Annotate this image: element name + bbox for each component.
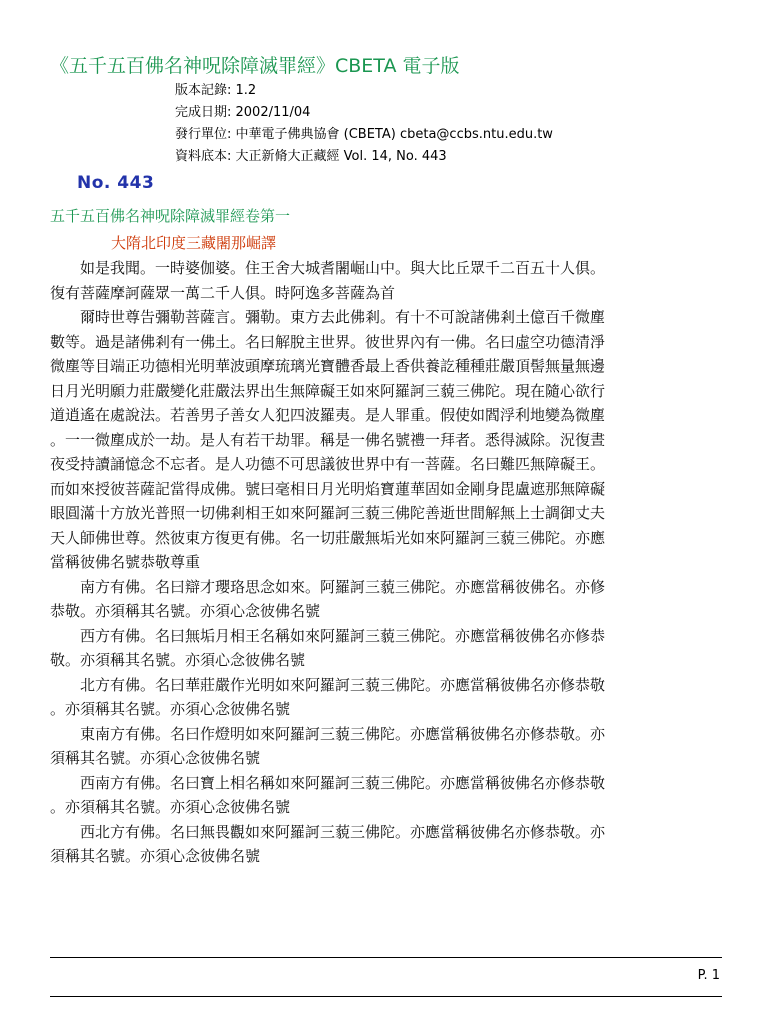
meta-value: 中華電子佛典協會 (CBETA) cbeta@ccbs.ntu.edu.tw	[235, 127, 553, 142]
text-line: 須稱其名號。亦須心念彼佛名號	[50, 847, 261, 865]
text-line: 爾時世尊告彌勒菩薩言。彌勒。東方去此佛剎。有十不可說諸佛剎土億百千微塵	[50, 308, 606, 326]
text-line: 當稱彼佛名號恭敬尊重	[50, 553, 201, 571]
meta-publisher	[175, 123, 553, 142]
text-line: 須稱其名號。亦須心念彼佛名號	[50, 749, 261, 767]
text-line: 北方有佛。名曰華莊嚴作光明如來阿羅訶三藐三佛陀。亦應當稱彼佛名亦修恭敬	[50, 675, 606, 694]
meta-value: 大正新脩大正藏經 Vol. 14, No. 443	[235, 149, 447, 164]
text-line: 天人師佛世尊。然彼東方復更有佛。名一切莊嚴無垢光如來阿羅訶三藐三佛陀。亦應	[50, 528, 606, 547]
meta-label: 版本記錄:	[175, 83, 236, 98]
footer-rule-bottom	[50, 996, 722, 997]
text-line: 。亦須稱其名號。亦須心念彼佛名號	[50, 700, 291, 718]
doc-number: No. 443	[77, 173, 155, 193]
text-line: 而如來授彼菩薩記當得成佛。號曰毫相日月光明焰寶蓮華固如金剛身毘盧遮那無障礙	[50, 479, 606, 498]
translator-line: 大隋北印度三藏闍那崛譯	[111, 234, 277, 252]
text-line: 西北方有佛。名曰無畏觀如來阿羅訶三藐三佛陀。亦應當稱彼佛名亦修恭敬。亦	[50, 822, 606, 841]
text-line: 東南方有佛。名曰作燈明如來阿羅訶三藐三佛陀。亦應當稱彼佛名亦修恭敬。亦	[50, 724, 606, 743]
meta-label: 資料底本:	[175, 149, 236, 164]
text-line: 西南方有佛。名曰寶上相名稱如來阿羅訶三藐三佛陀。亦應當稱彼佛名亦修恭敬	[50, 773, 606, 792]
text-line: 。一一微塵成於一劫。是人有若干劫罪。稱是一佛名號禮一拜者。悉得滅除。況復晝	[50, 430, 606, 449]
text-line: 復有菩薩摩訶薩眾一萬二千人俱。時阿逸多菩薩為首	[50, 283, 396, 302]
meta-version	[175, 79, 256, 98]
meta-value: 2002/11/04	[235, 105, 311, 120]
text-line: 如是我聞。一時婆伽婆。住王舍大城耆闍崛山中。與大比丘眾千二百五十人俱。	[50, 259, 606, 277]
page-number: P. 1	[697, 968, 720, 983]
text-line: 微塵等目端正功德相光明華波頭摩琉璃光寶體香最上香供養訖種種莊嚴頂髻無量無邊	[50, 357, 606, 375]
footer-rule-top	[50, 957, 722, 958]
meta-label: 發行單位:	[175, 127, 236, 142]
text-line: 南方有佛。名曰辯才瓔珞思念如來。阿羅訶三藐三佛陀。亦應當稱彼佛名。亦修	[50, 577, 606, 596]
meta-date	[175, 101, 310, 120]
text-line: 西方有佛。名曰無垢月相王名稱如來阿羅訶三藐三佛陀。亦應當稱彼佛名亦修恭	[50, 626, 606, 645]
meta-source	[175, 145, 447, 164]
text-line: 日月光明願力莊嚴變化莊嚴法界出生無障礙王如來阿羅訶三藐三佛陀。現在隨心欲行	[50, 381, 606, 400]
text-line: 恭敬。亦須稱其名號。亦須心念彼佛名號	[50, 602, 321, 620]
sutra-body	[50, 256, 722, 869]
text-line: 敬。亦須稱其名號。亦須心念彼佛名號	[50, 651, 306, 669]
document-title: 《五千五百佛名神呪除障滅罪經》CBETA 電子版	[50, 55, 460, 77]
text-line: 眼圓滿十方放光普照一切佛剎相王如來阿羅訶三藐三佛陀善逝世間解無上士調御丈夫	[50, 504, 606, 522]
meta-value: 1.2	[235, 83, 257, 98]
text-line: 夜受持讀誦憶念不忘者。是人功德不可思議彼世界中有一菩薩。名曰難匹無障礙王。	[50, 455, 606, 473]
text-line: 數等。過是諸佛剎有一佛土。名曰解脫主世界。彼世界內有一佛。名曰虛空功德清淨	[50, 332, 606, 351]
juan-title: 五千五百佛名神呪除障滅罪經卷第一	[50, 207, 291, 225]
meta-label: 完成日期:	[175, 105, 236, 120]
text-line: 道逍遙在處說法。若善男子善女人犯四波羅夷。是人罪重。假使如閻浮利地變為微塵	[50, 406, 606, 424]
text-line: 。亦須稱其名號。亦須心念彼佛名號	[50, 798, 291, 816]
